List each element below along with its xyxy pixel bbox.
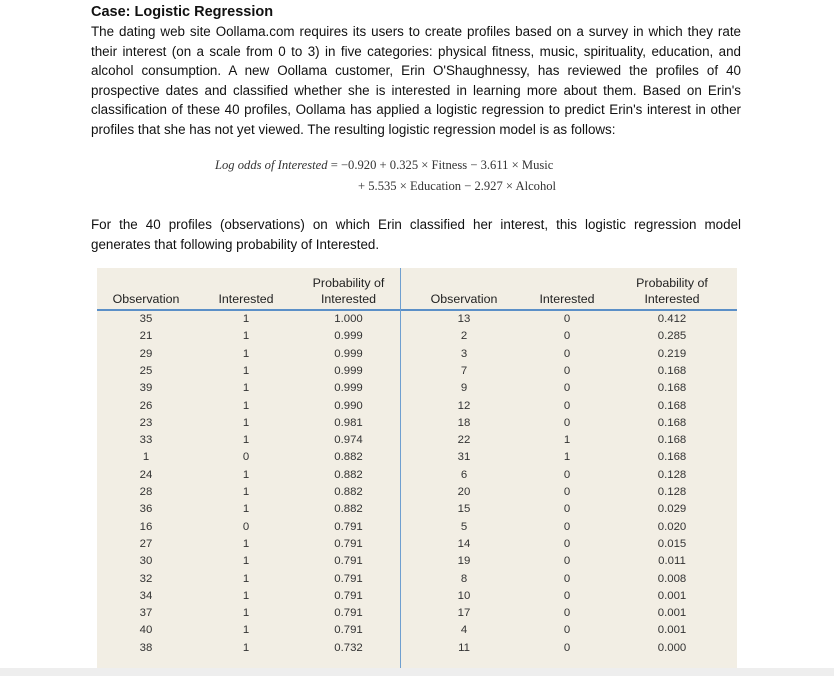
- table-cell-left-probability: 0.791: [334, 624, 363, 637]
- table-cell-right-interested: 0: [563, 607, 571, 620]
- table-cell-right-observation: 6: [460, 468, 468, 481]
- header-probability-left-line1: Probability of: [312, 276, 385, 290]
- table-cell-right-probability: 0.000: [657, 641, 687, 654]
- table-cell-right-interested: 0: [563, 364, 571, 377]
- left-interested-column: [195, 268, 297, 671]
- table-cell-right-probability: 0.412: [657, 313, 687, 325]
- table-cell-left-observation: 16: [139, 520, 153, 533]
- table-cell-left-probability: 0.882: [334, 468, 363, 481]
- table-cell-right-observation: 22: [457, 434, 471, 447]
- table-cell-left-observation: 39: [139, 382, 153, 395]
- table-cell-right-probability: 0.285: [657, 330, 687, 343]
- table-cell-left-interested: 1: [242, 313, 250, 325]
- table-cell-left-interested: 1: [242, 486, 250, 498]
- table-cell-left-observation: 33: [139, 434, 153, 447]
- table-cell-left-observation: 35: [139, 313, 153, 325]
- right-interested-column: [527, 268, 607, 671]
- table-cell-right-interested: 0: [563, 382, 571, 395]
- header-probability-right-line2: Interested: [644, 292, 700, 306]
- table-cell-left-interested: 1: [242, 364, 250, 377]
- table-cell-left-interested: 0: [242, 451, 250, 464]
- table-cell-right-observation: 4: [460, 624, 468, 637]
- table-cell-left-observation: 28: [139, 486, 153, 498]
- table-cell-left-probability: 1.000: [334, 313, 363, 325]
- table-cell-left-observation: 32: [139, 572, 153, 585]
- table-cell-left-probability: 0.791: [334, 572, 363, 585]
- formula-line-2: + 5.535 × Education − 2.927 × Alcohol: [358, 179, 557, 193]
- table-cell-right-probability: 0.168: [657, 451, 687, 464]
- table-cell-right-observation: 15: [457, 503, 471, 516]
- table-cell-left-interested: 1: [242, 537, 250, 550]
- left-probability-column: [297, 268, 400, 671]
- table-cell-left-interested: 1: [242, 347, 250, 360]
- table-cell-right-interested: 0: [563, 503, 571, 516]
- table-cell-left-interested: 1: [242, 330, 250, 343]
- table-cell-left-probability: 0.999: [334, 382, 363, 395]
- table-cell-left-observation: 1: [142, 451, 150, 464]
- header-probability-right-line1: Probability of: [636, 276, 708, 290]
- table-cell-left-observation: 36: [139, 503, 153, 516]
- table-cell-right-observation: 5: [460, 520, 468, 533]
- table-cell-right-observation: 8: [460, 572, 468, 585]
- table-cell-right-probability: 0.168: [657, 399, 687, 412]
- table-cell-right-probability: 0.029: [657, 503, 687, 516]
- table-cell-left-observation: 21: [139, 330, 153, 343]
- table-cell-left-probability: 0.791: [334, 589, 363, 602]
- table-cell-right-observation: 10: [457, 589, 471, 602]
- followup-paragraph: For the 40 profiles (observations) on which Erin classified her interest, this logistic regression model generates that following probability of Interested.: [91, 217, 741, 252]
- table-cell-right-probability: 0.001: [657, 589, 687, 602]
- table-cell-right-interested: 0: [563, 486, 571, 498]
- table-cell-right-observation: 31: [457, 451, 471, 464]
- table-cell-left-probability: 0.791: [334, 555, 363, 568]
- table-cell-left-probability: 0.882: [334, 451, 363, 464]
- table-cell-left-interested: 1: [242, 399, 250, 412]
- table-cell-left-probability: 0.791: [334, 607, 363, 620]
- table-cell-left-interested: 0: [242, 520, 250, 533]
- table-cell-left-probability: 0.999: [334, 364, 363, 377]
- table-cell-right-observation: 17: [457, 607, 471, 620]
- table-cell-right-interested: 0: [563, 572, 571, 585]
- table-cell-right-observation: 12: [457, 399, 471, 412]
- table-cell-right-probability: 0.168: [657, 434, 687, 447]
- table-cell-left-observation: 23: [139, 416, 153, 429]
- header-probability-left-line2: Interested: [320, 292, 377, 306]
- table-cell-right-interested: 0: [563, 520, 571, 533]
- table-cell-right-observation: 20: [457, 486, 471, 498]
- table-cell-left-probability: 0.732: [334, 641, 363, 654]
- table-cell-right-observation: 3: [460, 347, 468, 360]
- table-cell-right-probability: 0.128: [657, 468, 687, 481]
- table-cell-right-observation: 7: [460, 364, 468, 377]
- table-cell-left-observation: 26: [139, 399, 153, 412]
- table-cell-right-interested: 0: [563, 589, 571, 602]
- table-cell-left-interested: 1: [242, 624, 250, 637]
- header-observation-right: Observation: [430, 292, 498, 306]
- formula-line-1-text: = −0.920 + 0.325 × Fitness − 3.611 × Music: [330, 158, 554, 172]
- case-intro-paragraph: The dating web site Oollama.com requires its users to create profiles based on a survey in which they rate their interest (on a scale from 0 to 3) in five categories: physical fitness, music, spirituality, education, and alcohol consumption. A new Oollama customer, Erin O'Shaughnessy, has reviewed the profiles of 40 prospective dates and classified whether she is interested in learning more about them. Based on Erin's classification of these 40 profiles, Oollama has applied a logistic regression to predict Erin's interest in other profiles that she has not yet viewed. The resulting logistic regression model is as follows:: [91, 24, 741, 137]
- table-cell-right-probability: 0.168: [657, 364, 687, 377]
- table-cell-left-observation: 25: [139, 364, 153, 377]
- table-cell-left-observation: 24: [139, 468, 153, 481]
- table-cell-left-probability: 0.981: [334, 416, 363, 429]
- table-cell-right-probability: 0.001: [657, 607, 687, 620]
- table-cell-right-probability: 0.008: [657, 572, 687, 585]
- table-cell-left-interested: 1: [242, 382, 250, 395]
- left-observation-column: [97, 268, 195, 671]
- table-cell-right-interested: 1: [563, 434, 571, 447]
- table-cell-right-interested: 0: [563, 537, 571, 550]
- table-cell-right-probability: 0.001: [657, 624, 687, 637]
- table-cell-right-observation: 18: [457, 416, 471, 429]
- table-cell-right-probability: 0.020: [657, 520, 687, 533]
- table-cell-right-observation: 19: [457, 555, 471, 568]
- table-cell-left-observation: 38: [139, 641, 153, 654]
- page-bottom-edge: [0, 668, 834, 676]
- table-cell-left-observation: 30: [139, 555, 153, 568]
- case-title: Case: Logistic Regression: [91, 4, 274, 20]
- table-cell-left-probability: 0.882: [334, 503, 363, 516]
- table-cell-right-observation: 13: [457, 313, 471, 325]
- table-cell-left-observation: 40: [139, 624, 153, 637]
- table-cell-right-interested: 0: [563, 416, 571, 429]
- table-cell-left-interested: 1: [242, 589, 250, 602]
- table-cell-right-probability: 0.219: [657, 347, 687, 360]
- table-cell-right-probability: 0.011: [658, 555, 686, 568]
- table-cell-left-probability: 0.999: [334, 330, 363, 343]
- table-cell-left-interested: 1: [242, 555, 250, 568]
- table-cell-right-interested: 0: [563, 468, 571, 481]
- table-cell-right-probability: 0.015: [657, 537, 687, 550]
- table-cell-right-interested: 0: [563, 330, 571, 343]
- right-observation-column: [401, 268, 527, 671]
- table-cell-right-interested: 0: [563, 555, 571, 568]
- table-cell-right-probability: 0.168: [657, 382, 687, 395]
- table-cell-right-interested: 0: [563, 641, 571, 654]
- case-document: [91, 3, 741, 139]
- formula-line-1: Log odds of Interested = −0.920 + 0.325 × Fitness − 3.611 × Music: [215, 158, 554, 172]
- table-cell-left-interested: 1: [242, 468, 250, 481]
- table-cell-left-probability: 0.791: [334, 520, 363, 533]
- table-cell-right-probability: 0.168: [657, 416, 687, 429]
- table-cell-right-observation: 11: [458, 641, 470, 654]
- table-cell-left-interested: 1: [242, 572, 250, 585]
- right-probability-column: [607, 268, 737, 671]
- header-interested-left: Interested: [218, 292, 274, 306]
- table-cell-left-interested: 1: [242, 641, 250, 654]
- table-cell-right-interested: 0: [563, 313, 571, 325]
- table-cell-left-probability: 0.999: [334, 347, 363, 360]
- table-cell-right-probability: 0.128: [657, 486, 687, 498]
- table-cell-left-interested: 1: [242, 416, 250, 429]
- table-cell-left-interested: 1: [242, 434, 250, 447]
- table-cell-right-observation: 9: [460, 382, 468, 395]
- table-cell-right-interested: 0: [563, 347, 571, 360]
- table-cell-left-probability: 0.990: [334, 399, 363, 412]
- table-cell-left-observation: 29: [139, 347, 153, 360]
- table-cell-right-observation: 14: [457, 537, 471, 550]
- table-cell-right-interested: 0: [563, 624, 571, 637]
- table-cell-right-interested: 0: [563, 399, 571, 412]
- probability-table: [97, 268, 737, 671]
- table-cell-left-observation: 34: [139, 589, 153, 602]
- table-cell-right-interested: 1: [563, 451, 571, 464]
- table-cell-right-observation: 2: [460, 330, 468, 343]
- header-observation-left: Observation: [112, 292, 180, 306]
- table-cell-left-observation: 37: [139, 607, 153, 620]
- table-cell-left-interested: 1: [242, 607, 250, 620]
- header-interested-right: Interested: [539, 292, 595, 306]
- table-cell-left-probability: 0.882: [334, 486, 363, 498]
- table-cell-left-observation: 27: [139, 537, 153, 550]
- table-cell-left-probability: 0.974: [334, 434, 363, 447]
- table-cell-left-probability: 0.791: [334, 537, 363, 550]
- table-cell-left-interested: 1: [242, 503, 250, 516]
